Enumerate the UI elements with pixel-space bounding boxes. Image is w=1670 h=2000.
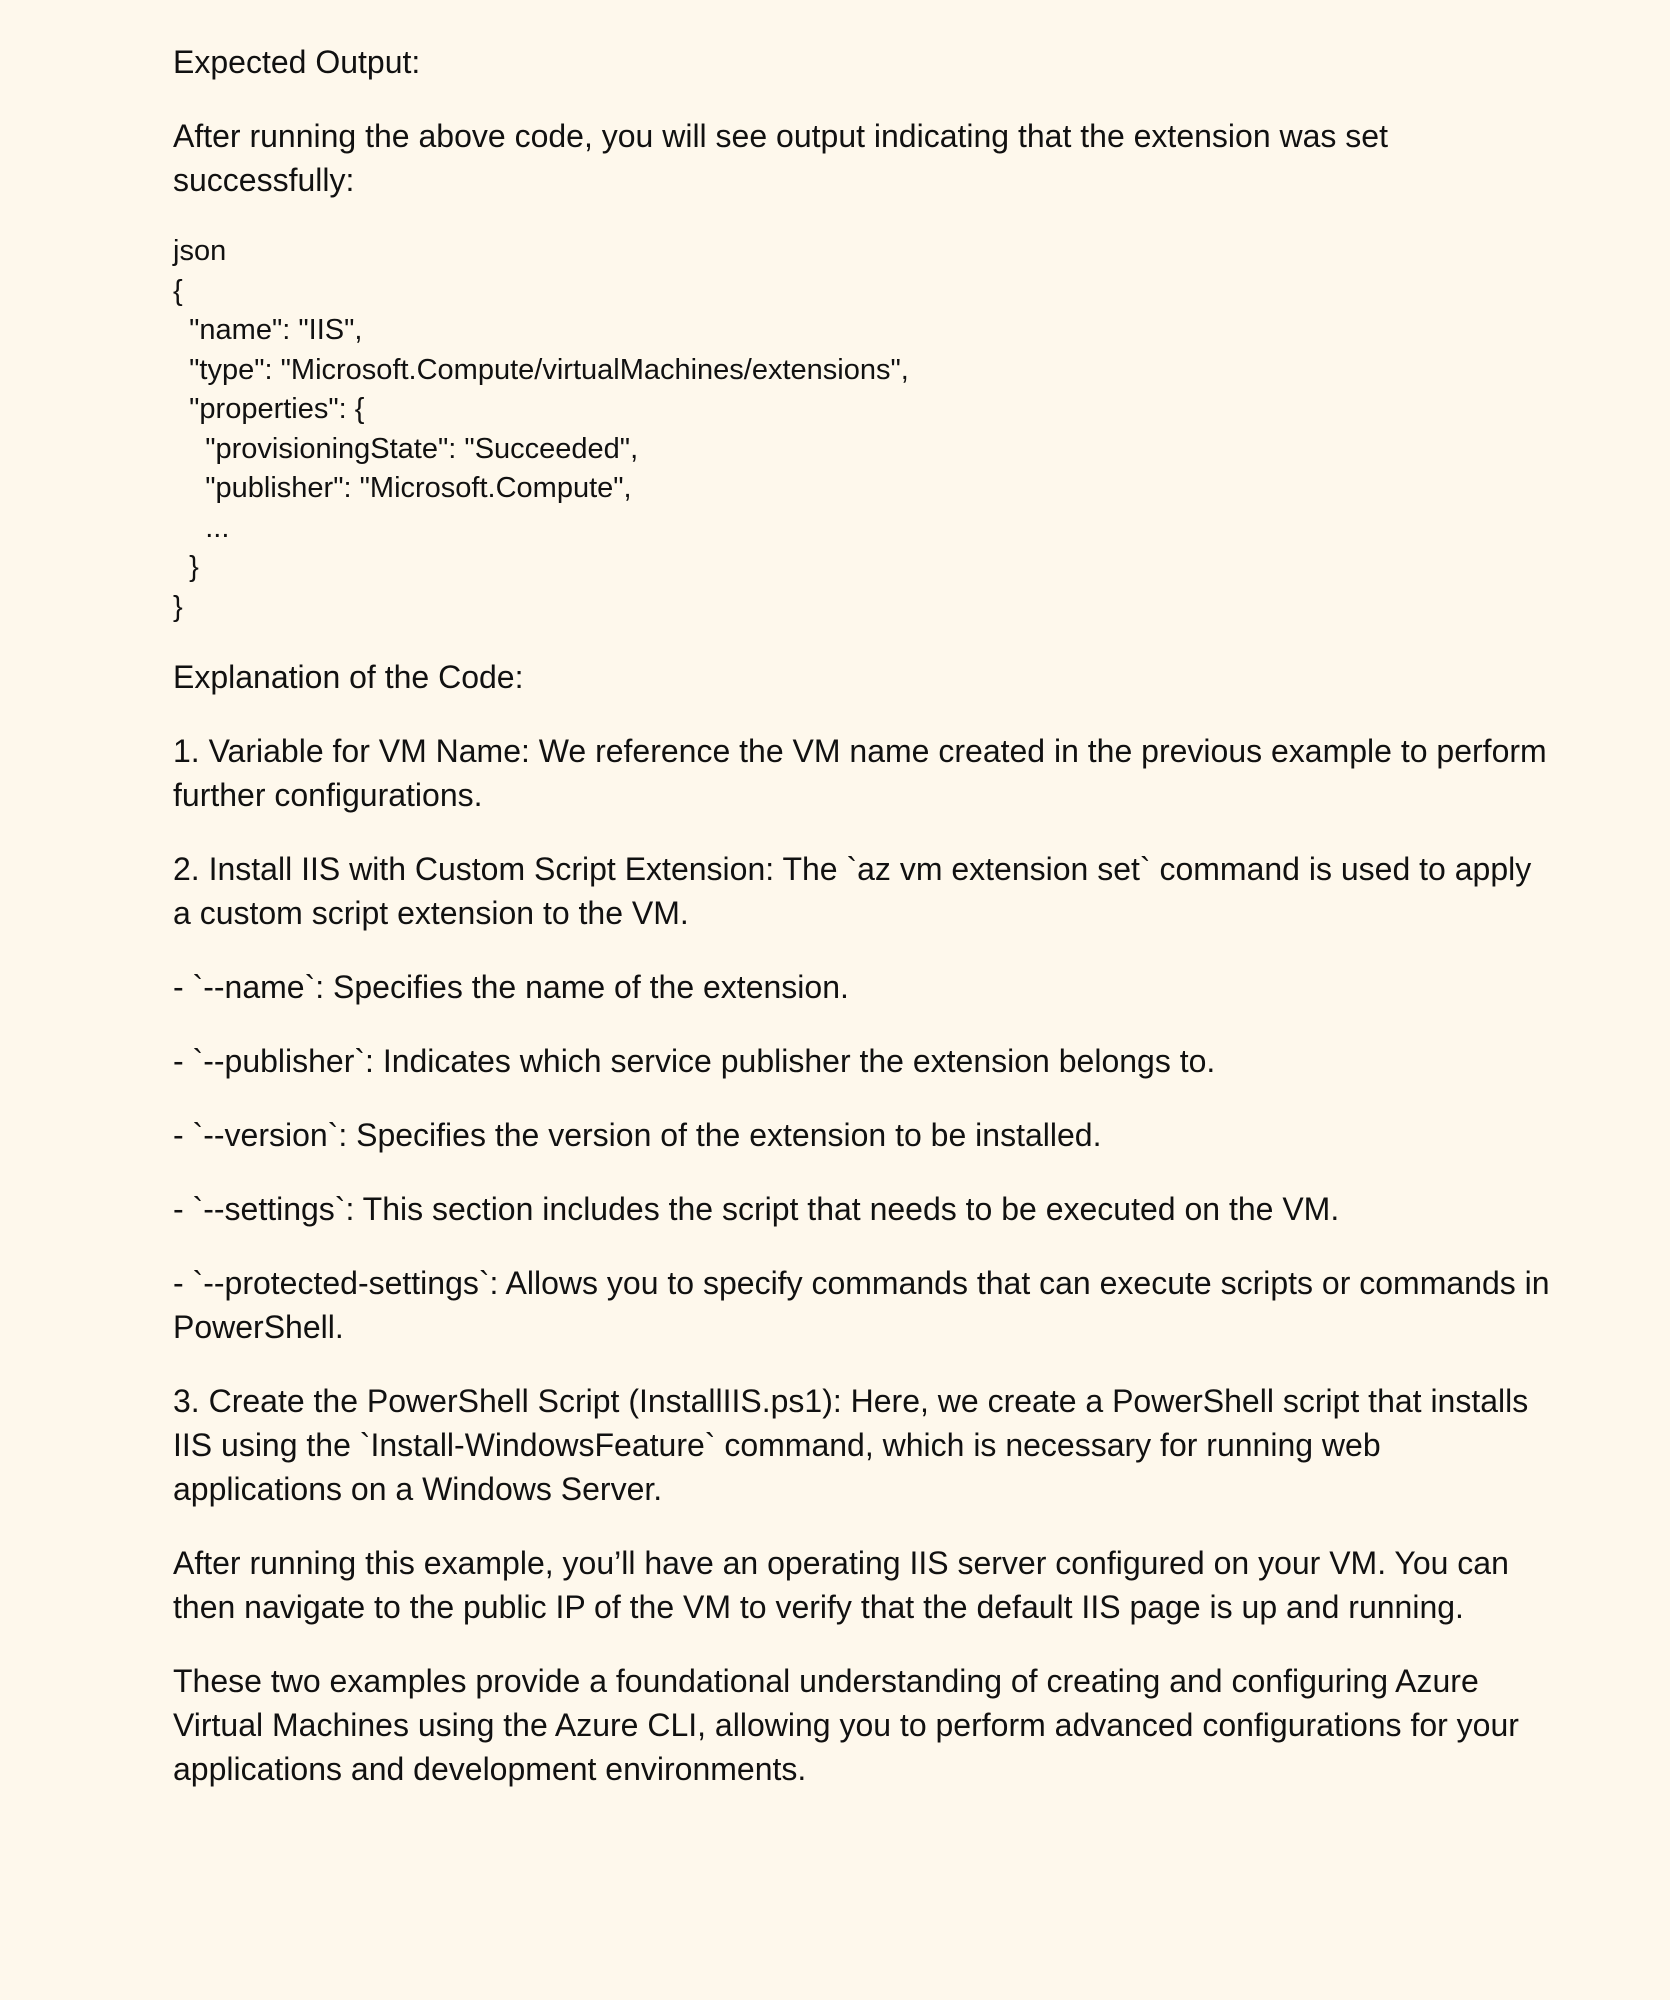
document-content [173, 40, 1553, 1821]
code-line: } [173, 590, 183, 623]
code-line: ... [173, 511, 230, 544]
explanation-heading: Explanation of the Code: [173, 659, 524, 695]
closing-paragraph: These two examples provide a foundational understanding of creating and configuring Azure Virtual Machines using the Azure CLI, allowing you to perform advanced configurations for your applications and development environments. [173, 1663, 1519, 1787]
bullet-protected-settings: - `--protected-settings`: Allows you to specify commands that can execute scripts or commands in PowerShell. [173, 1265, 1550, 1345]
code-line: json [173, 235, 227, 267]
code-line: "properties": { [173, 393, 365, 425]
code-line: "provisioningState": "Succeeded", [173, 432, 639, 465]
explanation-item-3: 3. Create the PowerShell Script (InstallIIS.ps1): Here, we create a PowerShell script that installs IIS using the `Install-WindowsFeature` command, which is necessary for running web applications on a Windows Server. [173, 1383, 1529, 1507]
code-line: "name": "IIS", [173, 314, 363, 346]
bullet-version: - `--version`: Specifies the version of the extension to be installed. [173, 1117, 1102, 1153]
json-output-block [173, 232, 1553, 627]
bullet-publisher: - `--publisher`: Indicates which service publisher the extension belongs to. [173, 1043, 1216, 1079]
after-running-paragraph: After running this example, you’ll have an operating IIS server configured on your VM. You can then navigate to the public IP of the VM to verify that the default IIS page is up and running. [173, 1545, 1509, 1625]
code-line: "type": "Microsoft.Compute/virtualMachines/extensions", [173, 353, 909, 386]
code-line: "publisher": "Microsoft.Compute", [173, 472, 632, 504]
explanation-item-2: 2. Install IIS with Custom Script Extension: The `az vm extension set` command is used to apply a custom script extension to the VM. [173, 851, 1532, 931]
explanation-item-1: 1. Variable for VM Name: We reference the VM name created in the previous example to perform further configurations. [173, 733, 1547, 813]
bullet-name: - `--name`: Specifies the name of the extension. [173, 969, 849, 1005]
code-line: { [173, 274, 183, 307]
code-line: } [173, 551, 199, 583]
expected-output-heading: Expected Output: [173, 44, 421, 80]
intro-paragraph: After running the above code, you will see output indicating that the extension was set successfully: [173, 118, 1388, 198]
bullet-settings: - `--settings`: This section includes the script that needs to be executed on the VM. [173, 1191, 1340, 1227]
